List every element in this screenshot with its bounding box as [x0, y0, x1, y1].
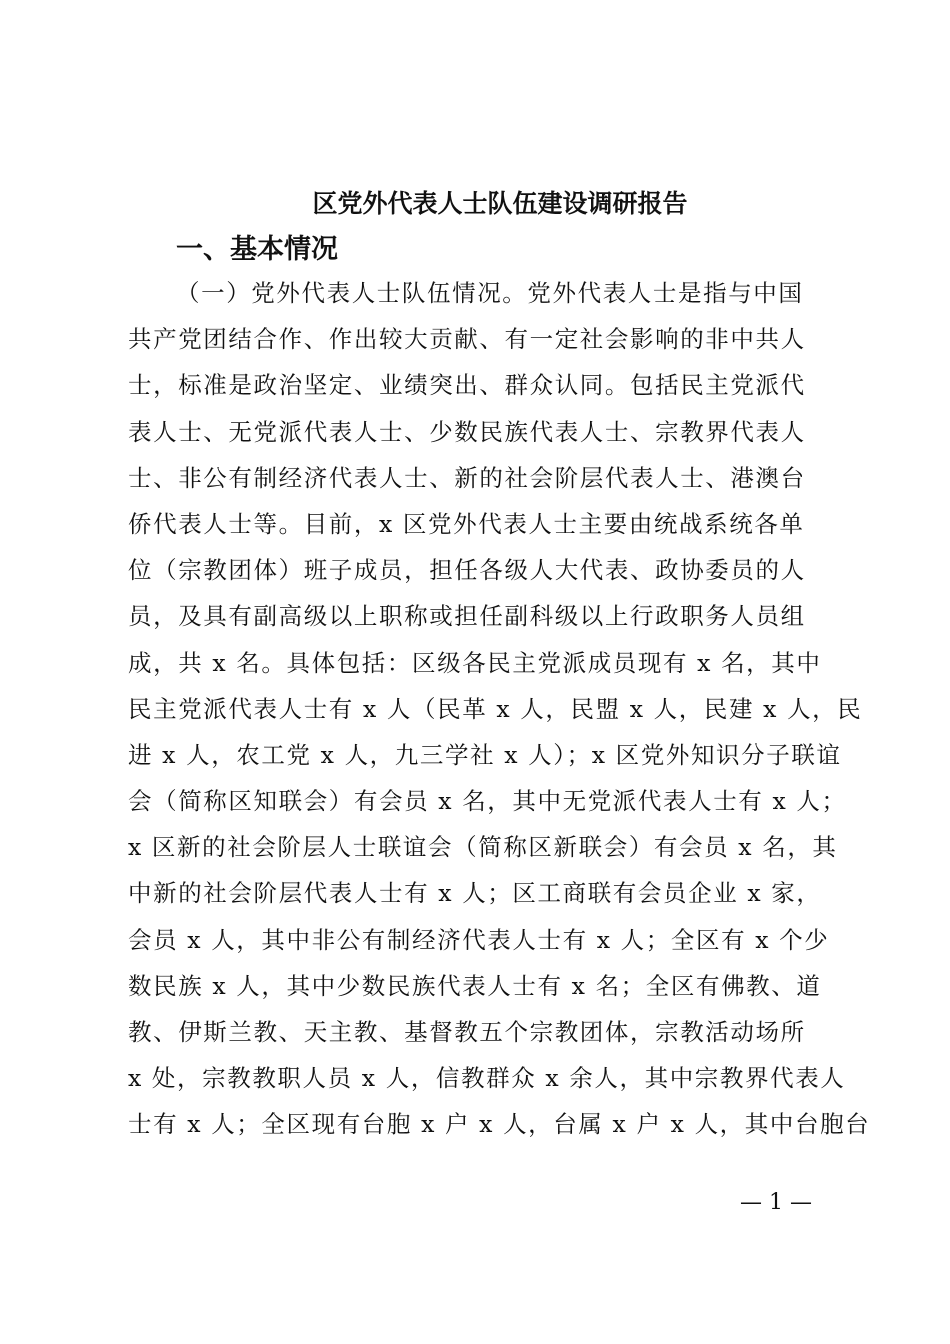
- paragraph-line: 民主党派代表人士有 x 人（民革 x 人，民盟 x 人，民建 x 人，民: [128, 694, 863, 723]
- body-paragraph: [128, 270, 871, 1148]
- paragraph-line: 中新的社会阶层代表人士有 x 人；区工商联有会员企业 x 家，: [128, 879, 822, 908]
- paragraph-line: 士、非公有制经济代表人士、新的社会阶层代表人士、港澳台: [128, 463, 806, 492]
- paragraph-line: 共产党团结合作、作出较大贡献、有一定社会影响的非中共人: [128, 325, 806, 354]
- paragraph-line: 员，及具有副高级以上职称或担任副科级以上行政职务人员组: [128, 602, 806, 631]
- paragraph-line: 位（宗教团体）班子成员，担任各级人大代表、政协委员的人: [128, 556, 806, 585]
- paragraph-line: 士，标准是政治坚定、业绩突出、群众认同。包括民主党派代: [128, 371, 806, 400]
- paragraph-line: 会员 x 人，其中非公有制经济代表人士有 x 人；全区有 x 个少: [128, 925, 830, 954]
- section-heading: 一、基本情况: [176, 234, 338, 265]
- paragraph-line: （一）党外代表人士队伍情况。党外代表人士是指与中国: [176, 279, 804, 307]
- paragraph-line: 士有 x 人；全区现有台胞 x 户 x 人，台属 x 户 x 人，其中台胞台: [128, 1110, 871, 1139]
- paragraph-line: 表人士、无党派代表人士、少数民族代表人士、宗教界代表人: [128, 417, 806, 446]
- paragraph-line: x 区新的社会阶层人士联谊会（简称区新联会）有会员 x 名，其: [128, 833, 838, 862]
- paragraph-line: 会（简称区知联会）有会员 x 名，其中无党派代表人士有 x 人；: [128, 787, 847, 816]
- paragraph-line: 数民族 x 人，其中少数民族代表人士有 x 名；全区有佛教、道: [128, 971, 822, 1000]
- paragraph-line: 成，共 x 名。具体包括：区级各民主党派成员现有 x 名，其中: [128, 648, 822, 677]
- page-number: — 1 —: [740, 1190, 812, 1215]
- paragraph-line: x 处，宗教教职人员 x 人，信教群众 x 余人，其中宗教界代表人: [128, 1064, 846, 1093]
- document-title: 区党外代表人士队伍建设调研报告: [312, 189, 688, 218]
- paragraph-line: 教、伊斯兰教、天主教、基督教五个宗教团体，宗教活动场所: [128, 1018, 806, 1046]
- paragraph-line: 进 x 人，农工党 x 人，九三学社 x 人）；x 区党外知识分子联谊: [128, 740, 842, 769]
- paragraph-line: 侨代表人士等。目前，x 区党外代表人士主要由统战系统各单: [128, 509, 805, 538]
